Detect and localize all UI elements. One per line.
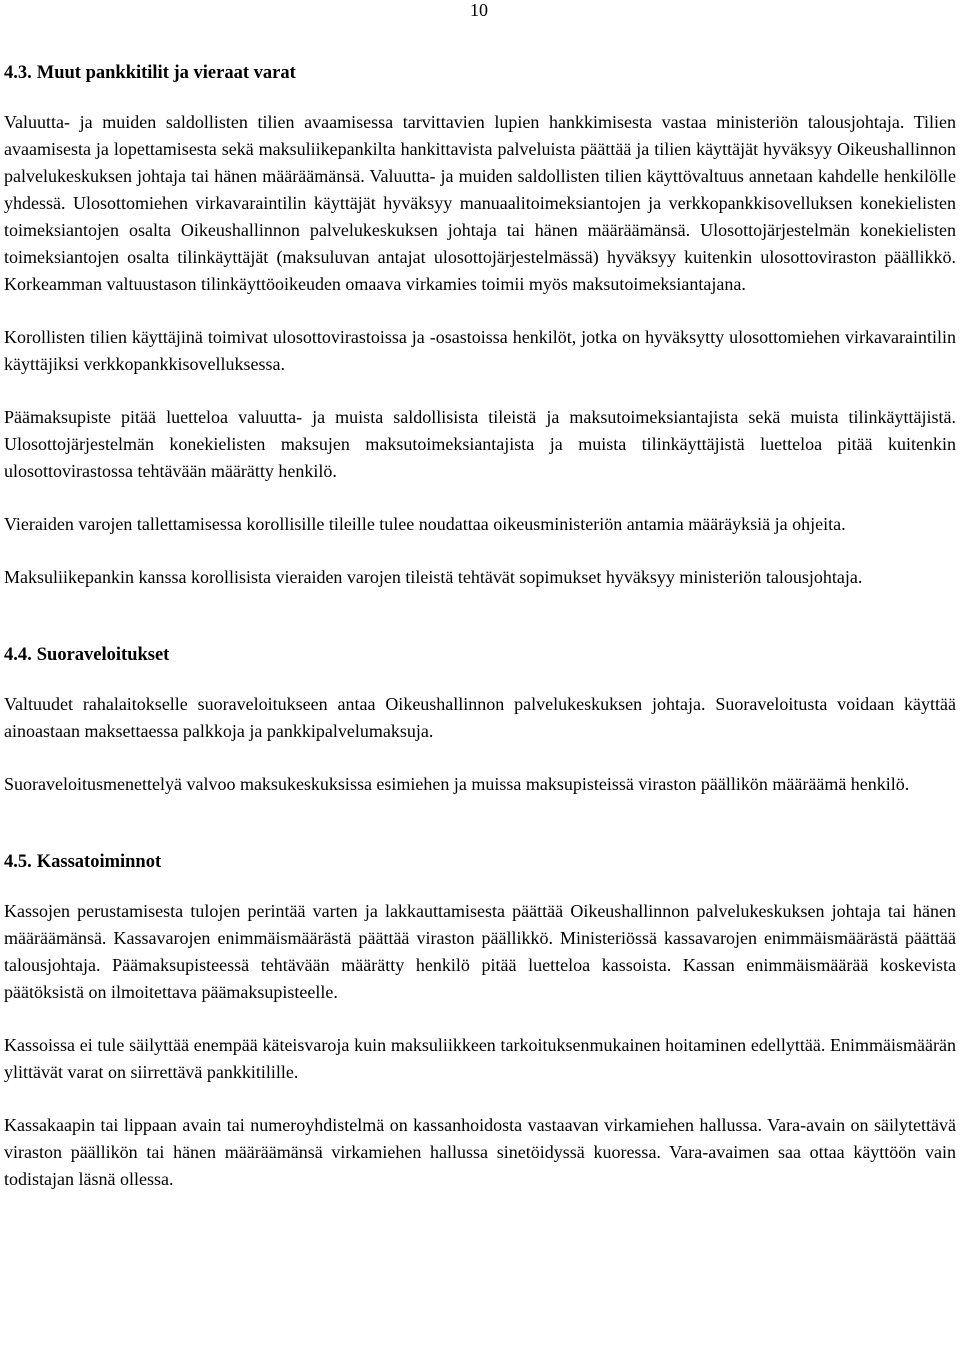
paragraph: Kassakaapin tai lippaan avain tai numeroyhdistelmä on kassanhoidosta vastaavan virkamiehen hallussa. Vara-avain on säilytettävä viraston päällikön tai hänen määräämänsä virkamiehen hallussa sinetöidyssä kuoressa. Vara-avaimen saa ottaa käyttöön vain todistajan läsnä ollessa. xyxy=(4,1115,956,1189)
section-heading-4-4 xyxy=(4,642,956,669)
paragraph: Suoraveloitusmenettelyä valvoo maksukeskuksissa esimiehen ja muissa maksupisteissä viraston päällikön määräämä henkilö. xyxy=(4,774,910,794)
section-title: Muut pankkitilit ja vieraat varat xyxy=(36,63,296,83)
section-number: 4.3. xyxy=(4,63,32,83)
paragraph: Kassoissa ei tule säilyttää enempää käteisvaroja kuin maksuliikkeen tarkoituksenmukainen hoitaminen edellyttää. Enimmäismäärän ylittävät varat on siirrettävä pankkitilille. xyxy=(4,1035,956,1082)
paragraph: Päämaksupiste pitää luetteloa valuutta- ja muista saldollisista tileistä ja maksutoimeksiantajista sekä muista tilinkäyttäjistä. Ulosottojärjestelmän konekielisten maksujen maksutoimeksiantajista ja muista tilinkäyttäjistä luetteloa pitää kuitenkin ulosottovirastossa tehtävään määrätty henkilö. xyxy=(4,407,956,481)
section-heading-4-5 xyxy=(4,849,956,876)
paragraph: Kassojen perustamisesta tulojen perintää varten ja lakkauttamisesta päättää Oikeushallinnon palvelukeskuksen johtaja tai hänen määräämänsä. Kassavarojen enimmäismäärästä päättää viraston päällikkö. Ministeriössä kassavarojen enimmäismäärästä päättää talousjohtaja. Päämaksupisteessä tehtävään määrätty henkilö pitää luetteloa kassoista. Kassan enimmäismäärää koskevista päätöksistä on ilmoitettava päämaksupisteelle. xyxy=(4,901,956,1002)
paragraph: Maksuliikepankin kanssa korollisista vieraiden varojen tileistä tehtävät sopimukset hyväksyy ministeriön talousjohtaja. xyxy=(4,567,863,587)
section-heading-4-3 xyxy=(4,60,956,87)
section-number: 4.5. xyxy=(4,852,32,872)
paragraph: Korollisten tilien käyttäjinä toimivat ulosottovirastoissa ja -osastoissa henkilöt, jotka on hyväksytty ulosottomiehen virkavaraintilin käyttäjiksi verkkopankkisovelluksessa. xyxy=(4,327,956,374)
page-number: 10 xyxy=(470,0,488,20)
section-number: 4.4. xyxy=(4,645,32,665)
section-title: Suoraveloitukset xyxy=(36,645,170,665)
paragraph: Valuutta- ja muiden saldollisten tilien avaamisessa tarvittavien lupien hankkimisesta vastaa ministeriön talousjohtaja. Tilien avaamisesta ja lopettamisesta sekä maksuliikepankilta hankittavista palveluista päättää ja tilien käyttäjät hyväksyy Oikeushallinnon palvelukeskuksen johtaja tai hänen määräämänsä. Valuutta- ja muiden saldollisten tilien käyttövaltuus annetaan kahdelle henkilölle yhdessä. Ulosottomiehen virkavaraintilin käyttäjät hyväksyy manuaalitoimeksiantojen ja verkkopankkisovelluksen konekielisten toimeksiantojen osalta Oikeushallinnon palvelukeskuksen johtaja tai hänen määräämänsä. Ulosottojärjestelmän konekielisten toimeksiantojen osalta tilinkäyttäjät (maksuluvan antajat ulosottojärjestelmässä) hyväksyy kuitenkin ulosottoviraston päällikkö. Korkeamman valtuustason tilinkäyttöoikeuden omaava virkamies toimii myös maksutoimeksiantajana. xyxy=(4,112,956,294)
section-title: Kassatoiminnot xyxy=(36,852,162,872)
paragraph: Valtuudet rahalaitokselle suoraveloitukseen antaa Oikeushallinnon palvelukeskuksen johtaja. Suoraveloitusta voidaan käyttää ainoastaan maksettaessa palkkoja ja pankkipalvelumaksuja. xyxy=(4,694,956,741)
paragraph: Vieraiden varojen tallettamisessa korollisille tileille tulee noudattaa oikeusministeriön antamia määräyksiä ja ohjeita. xyxy=(4,514,846,534)
document-content xyxy=(4,60,956,1193)
